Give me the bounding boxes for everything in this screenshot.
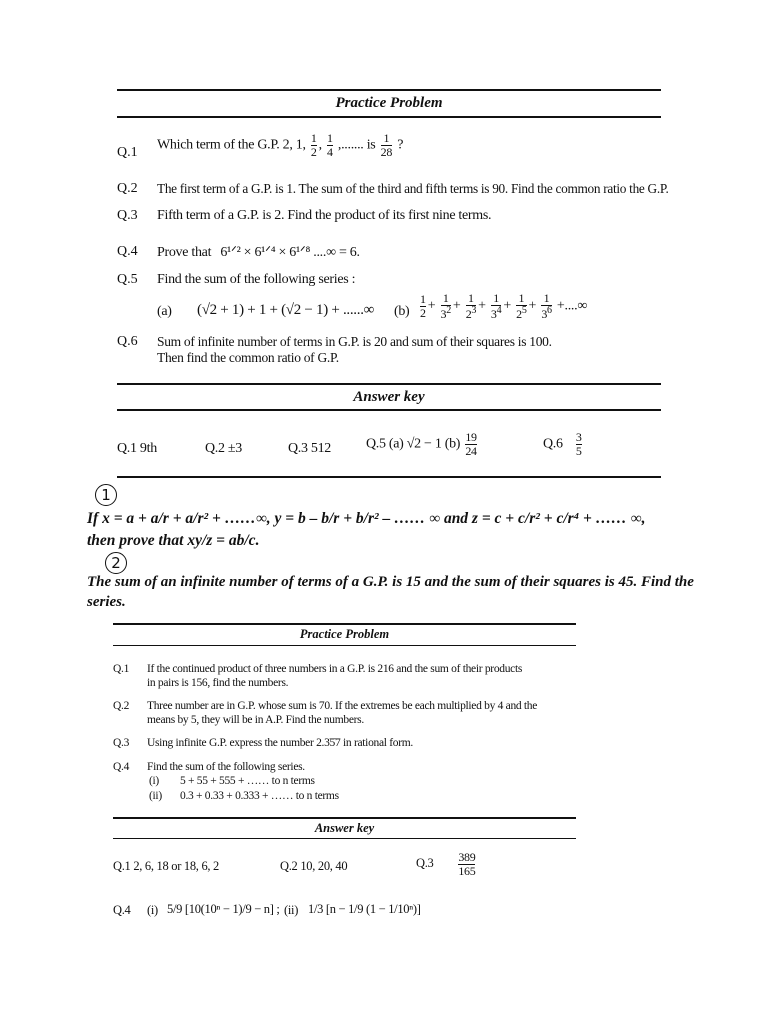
sheet2-answer-q2: Q.2 10, 20, 40	[280, 859, 348, 873]
sheet2-answer-q4ii-label: (ii)	[284, 903, 299, 917]
sheet1-q4-text	[157, 244, 360, 261]
sheet1-q5b-term4: $\frac{1}{3^4}$	[490, 291, 502, 321]
sheet2-q2-line1: Three number are in G.P. whose sum is 70. If the extremes be each multiplied by 4 and the	[147, 700, 538, 712]
sheet1-title: Practice Problem	[335, 95, 443, 111]
sheet2-q4-number: Q.4	[113, 761, 130, 773]
sheet1-q5b-term5: $\frac{1}{2^5}$	[516, 291, 527, 321]
sheet1-q4-number: Q.4	[117, 244, 138, 259]
sheet2-answer-top-rule	[113, 817, 576, 819]
problem-1-line1: If x = a + a/r + a/r² + ……∞, y = b – b/r + b/r² – …… ∞ and z = c + c/r² + c/r⁴ + …… ∞,	[87, 510, 646, 527]
sheet2-title: Practice Problem	[299, 627, 390, 641]
sheet1-answer-title-rule	[117, 409, 661, 411]
sheet1-answer-top-rule	[117, 383, 661, 385]
sheet2-title-rule	[113, 645, 576, 646]
sheet1-q5b-term3: $\frac{1}{2^3}$	[465, 291, 477, 321]
problem-2-line2: series.	[87, 594, 126, 610]
sheet2-answer-q4: Q.4	[113, 903, 131, 917]
sheet2-q4ii-label: (ii)	[149, 790, 162, 802]
sheet1-q5b-term1: $\frac{1}{2}$	[420, 292, 426, 320]
sheet1-q4-expr: 6¹ᐟ² × 6¹ᐟ⁴ × 6¹ᐟ⁸ ....∞ = 6.	[220, 245, 360, 260]
sheet1-q6-line2: Then find the common ratio of G.P.	[157, 350, 339, 365]
sheet2-q3-number: Q.3	[113, 737, 130, 749]
sheet2-answer-q4i-label: (i)	[147, 903, 158, 917]
sheet1-answer-q6-label: Q.6	[543, 436, 563, 452]
sheet1-q5a-label: (a)	[157, 304, 172, 319]
sheet2-answer-q4ii-expr: 1/3 [n − 1/9 (1 − 1/10ⁿ)]	[308, 902, 421, 916]
sheet2-answer-q1: Q.1 2, 6, 18 or 18, 6, 2	[113, 859, 219, 873]
sheet1-title-rule	[117, 116, 661, 118]
sheet1-q5b-label: (b)	[394, 304, 410, 319]
sheet2-q1-number: Q.1	[113, 663, 130, 675]
sheet2-answer-q3	[416, 851, 477, 877]
sheet1-answer-q6	[543, 431, 584, 457]
sheet1-q6-number: Q.6	[117, 334, 138, 349]
sheet2-answer-title-rule	[113, 838, 576, 839]
sheet1-answer-q5-frac: $\frac{19}{24}$	[465, 430, 477, 458]
sheet1-answer-q1: Q.1 9th	[117, 441, 157, 456]
sheet2-q4i-label: (i)	[149, 775, 159, 787]
sheet1-q5b-term6: $\frac{1}{3^6}$	[541, 291, 552, 321]
sheet1-q5b-expr: $\frac{1}{2}$ + $\frac{1}{3^2}$ + $\frac{1}{2^3}$ + $\frac{1}{3^4}$ + $\frac{1}{2^5}$ + $\frac{1}{3^6}$ +....∞	[420, 291, 587, 321]
problem-1-circle-number: 1	[95, 484, 117, 506]
sheet2-answer-q4i-expr: 5/9 [10(10ⁿ − 1)/9 − n] ;	[167, 902, 280, 916]
sheet2-q3-text: Using infinite G.P. express the number 2.3͞57 in rational form.	[147, 737, 413, 749]
sheet2-answer-q3-frac: $\frac{389}{165}$	[458, 850, 476, 878]
sheet1-q1-frac2: $\frac{1}{4}$	[327, 131, 333, 159]
sheet2-q1-line1: If the continued product of three numbers in a G.P. is 216 and the sum of their products	[147, 663, 523, 675]
sheet1-q1-mid: ,....... is	[337, 137, 376, 153]
sheet1-q4-lead: Prove that	[157, 245, 212, 260]
sheet1-q1-number: Q.1	[117, 145, 138, 160]
sheet1-q1-text: Which term of the G.P. 2, 1, $\frac{1}{2}$ , $\frac{1}{4}$ ,....... is $\frac{1}{28}$ ?	[157, 131, 404, 159]
sheet1-q6-line1: Sum of infinite number of terms in G.P. is 20 and sum of their squares is 100.	[157, 334, 552, 349]
sheet2-q2-line2: means by 5, they will be in A.P. Find the numbers.	[147, 714, 364, 726]
problem-1-line2: then prove that xy/z = ab/c.	[87, 532, 260, 549]
sheet1-answer-q5-text: Q.5 (a) √2 − 1 (b)	[366, 436, 461, 452]
sheet1-q5a-expr: (√2 + 1) + 1 + (√2 − 1) + ......∞	[197, 302, 375, 318]
sheet2-answer-title: Answer key	[314, 821, 375, 835]
sheet1-q2-text: The first term of a G.P. is 1. The sum of the third and fifth terms is 90. Find the common ratio the G.P.	[157, 181, 669, 196]
sheet1-q1-lead: Which term of the G.P. 2, 1,	[157, 137, 306, 153]
problem-2-circle-number: 2	[105, 552, 127, 574]
sheet1-bottom-rule	[117, 476, 661, 478]
sheet1-q1-end: ?	[397, 137, 404, 153]
sheet1-answer-q2: Q.2 ±3	[205, 441, 242, 456]
sheet1-answer-q5	[366, 431, 479, 457]
sheet2-q4-text: Find the sum of the following series.	[147, 761, 305, 773]
sheet1-q2-number: Q.2	[117, 181, 138, 196]
sheet2-q4i-text: 5 + 55 + 555 + …… to n terms	[180, 775, 315, 787]
sheet2-answer-q3-label: Q.3	[416, 855, 434, 870]
sheet1-q1-frac1: $\frac{1}{2}$	[310, 131, 317, 159]
sheet1-q5b-tail: +....∞	[556, 298, 587, 314]
sheet2-top-rule	[113, 623, 576, 625]
sheet1-answer-title: Answer key	[353, 389, 425, 405]
sheet1-answer-q3: Q.3 512	[288, 441, 332, 456]
sheet1-q3-text: Fifth term of a G.P. is 2. Find the product of its first nine terms.	[157, 208, 492, 223]
sheet1-q5b-term2: $\frac{1}{3^2}$	[440, 291, 451, 321]
sheet2-q4ii-text: 0.3 + 0.33 + 0.333 + …… to n terms	[180, 790, 339, 802]
problem-2-line1: The sum of an infinite number of terms of a G.P. is 15 and the sum of their squares is 45. Find the	[87, 574, 694, 590]
sheet1-q5-number: Q.5	[117, 272, 138, 287]
sheet1-q3-number: Q.3	[117, 208, 138, 223]
sheet1-q1-frac3: $\frac{1}{28}$	[380, 131, 393, 159]
sheet1-q5-text: Find the sum of the following series :	[157, 272, 356, 287]
sheet2-q1-line2: in pairs is 156, find the numbers.	[147, 677, 289, 689]
sheet2-q2-number: Q.2	[113, 700, 130, 712]
sheet1-answer-q6-frac: $\frac{3}{5}$	[575, 430, 582, 458]
sheet1-top-rule	[117, 89, 661, 91]
